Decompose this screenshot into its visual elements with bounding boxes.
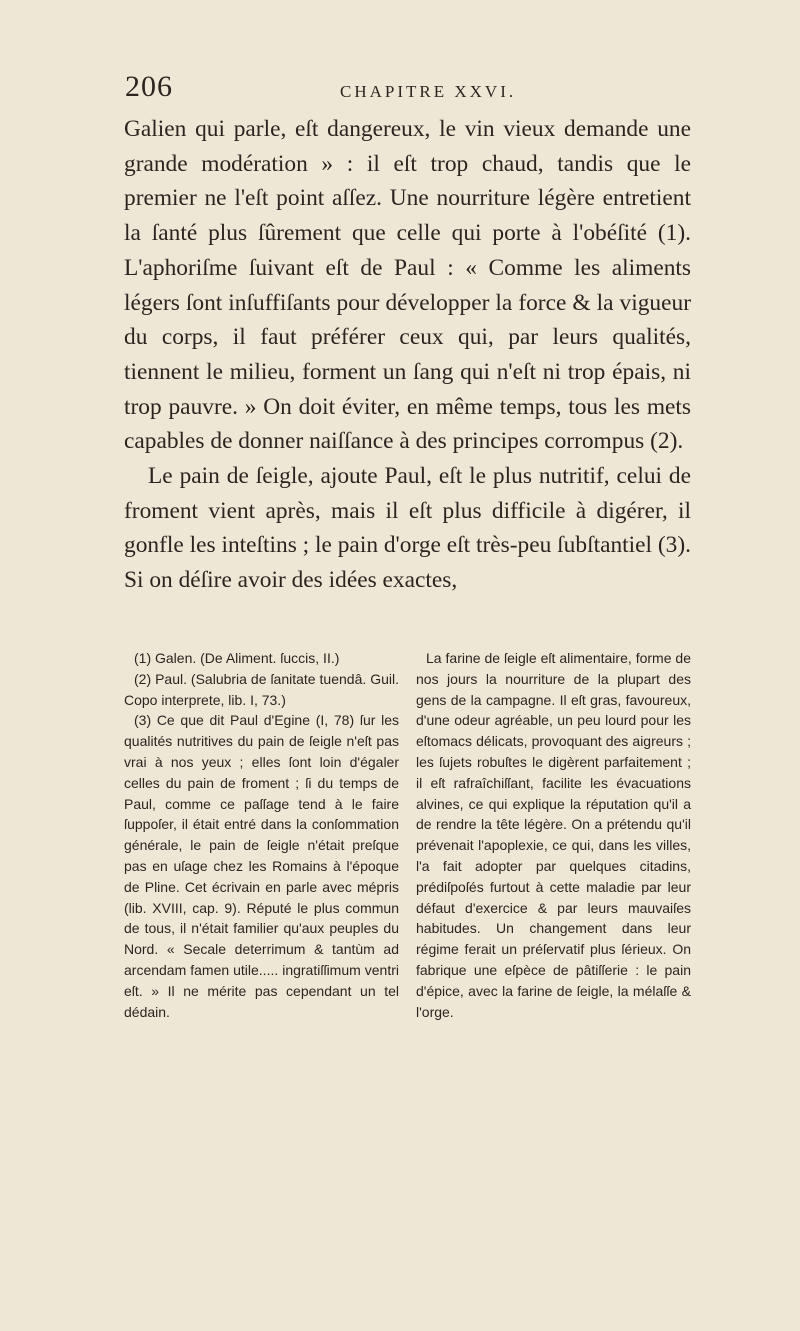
page-header [125, 70, 685, 110]
footnote-2: (2) Paul. (Salubria de ſanitate tuendâ. Guil. Copo interprete, lib. I, 73.) [124, 670, 399, 708]
body-paragraph: Le pain de ſeigle, ajoute Paul, eſt le plus nutritif, celui de froment vient après, mais il eſt plus difficile à digérer, il gonfle les inteſtins ; le pain d'orge eſt très-peu ſubſtantiel (3). Si on déſire avoir des idées exactes, [124, 463, 691, 594]
main-text [124, 112, 691, 598]
body-paragraph: Galien qui parle, eſt dangereux, le vin vieux demande une grande modération » : il eſt trop chaud, tandis que le premier ne l'eſt point aſſez. Une nourriture légère entretient la ſanté plus ſûrement que celle qui porte à l'obéſité (1). L'aphoriſme ſuivant eſt de Paul : « Comme les aliments légers ſont inſuffiſants pour développer la force & la vigueur du corps, il faut préférer ceux qui, par leurs qualités, tiennent le milieu, forment un ſang qui n'eſt ni trop épais, ni trop pauvre. » On doit éviter, en même temps, tous les mets capables de donner naiſſance à des principes corrompus (2). [124, 116, 691, 455]
footnotes-left-column [124, 648, 399, 1022]
footnote-1: (1) Galen. (De Aliment. ſuccis, II.) [134, 650, 340, 666]
footnote-3-continued: La farine de ſeigle eſt alimentaire, forme de nos jours la nourriture de la plupart des gens de la campagne. Il eſt gras, favoureux, d'une odeur agréable, un peu lourd pour les eſtomacs délicats, provoquant des aigreurs ; les ſujets robuſtes le digèrent parfaitement ; il eſt rafraîchiſſant, facilite les évacuations alvines, ce qui explique la réputation qu'il a de rendre la tête légère. On a prétendu qu'il prévenait l'apoplexie, ce qui, dans les villes, l'a fait adopter par quelques citadins, prédiſpoſés furtout à cette maladie par leur défaut d'exercice & par leurs mauvaiſes habitudes. Un changement dans leur régime ferait un préſervatif plus ſérieux. On fabrique une eſpèce de pâtiſſerie : le pain d'épice, avec la farine de ſeigle, la mélaſſe & l'orge. [416, 650, 691, 1020]
running-head: CHAPITRE XXVI. [340, 82, 517, 101]
page-number: 206 [125, 70, 173, 103]
footnotes-right-column [416, 648, 691, 1022]
footnote-3: (3) Ce que dit Paul d'Egine (I, 78) ſur les qualités nutritives du pain de ſeigle n'eſt pas vrai à nos yeux ; elles ſont loin d'égaler celles du pain de froment ; ſi du temps de Paul, comme ce paſſage tend à le faire ſuppoſer, il était entré dans la conſommation générale, le pain de ſeigle n'était preſque pas en uſage chez les Romains à l'époque de Pline. Cet écrivain en parle avec mépris (lib. XVIII, cap. 9). Réputé le plus commun de tous, il n'était familier qu'aux peuples du Nord. « Secale deterrimum & tantùm ad arcendam famen utile..... ingratiſſimum ventri eſt. » Il ne mérite pas cependant un tel dédain. [124, 712, 399, 1020]
